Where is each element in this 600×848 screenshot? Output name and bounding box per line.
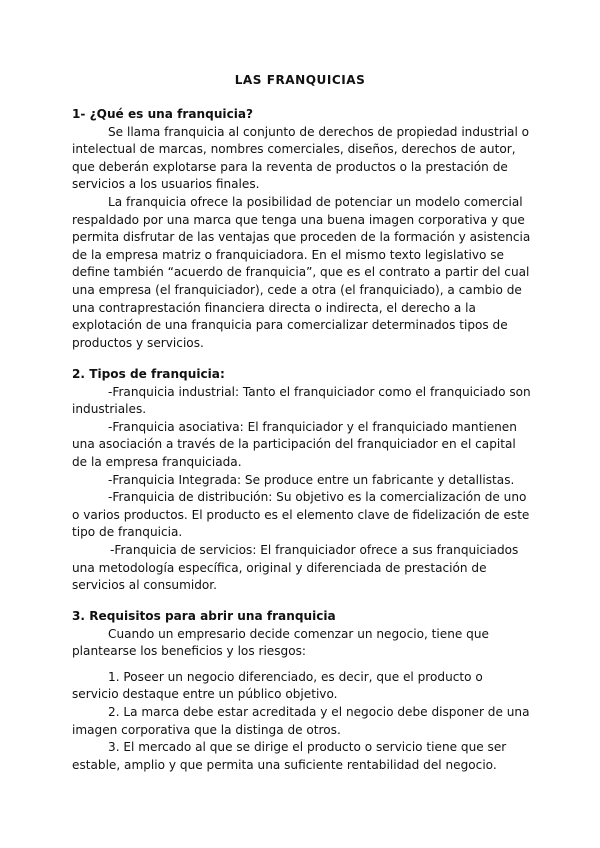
section-heading: 2. Tipos de franquicia: — [72, 367, 225, 381]
section-heading: 1- ¿Qué es una franquicia? — [72, 107, 254, 121]
paragraph: La franquicia ofrece la posibilidad de potenciar un modelo comercial respaldado por una marca que tenga una buena imagen corporativa y que permita disfrutar de las ventajas que proceden de la formación y asistencia de la empresa matriz o franquiciadora. En el mismo texto legislativo se define también “acuerdo de franquicia”, que es el contrato a partir del cual una empresa (el franquiciador), cede a otra (el franquiciado), a cambio de una contraprestación financiera directa o indirecta, el derecho a la explotación de una franquicia para comercializar determinados tipos de productos y servicios. — [72, 194, 531, 350]
list-item: 2. La marca debe estar acreditada y el negocio debe disponer de una imagen corporativa que la distinga de otros. — [72, 704, 530, 737]
list-item: -Franquicia Integrada: Se produce entre un fabricante y detallistas. — [108, 472, 515, 487]
list-item: -Franquicia de distribución: Su objetivo es la comercialización de uno o varios productos. El producto es el elemento clave de fidelización de este tipo de franquicia. — [72, 490, 530, 540]
section-intro: Cuando un empresario decide comenzar un negocio, tiene que plantearse los beneficios y los riesgos: — [72, 626, 489, 659]
list-item: -Franquicia industrial: Tanto el franquiciador como el franquiciado son industriales. — [72, 384, 531, 417]
list-item: 3. El mercado al que se dirige el producto o servicio tiene que ser estable, amplio y que permita una suficiente rentabilidad del negocio. — [72, 740, 507, 772]
list-item: -Franquicia asociativa: El franquiciador y el franquiciado mantienen una asociación a través de la participación del franquiciador en el capital de la empresa franquiciada. — [72, 419, 517, 469]
section-requisitos — [72, 608, 532, 774]
document-title: LAS FRANQUICIAS — [234, 73, 366, 87]
list-item: 1. Poseer un negocio diferenciado, es decir, que el producto o servicio destaque entre un público objetivo. — [72, 669, 483, 702]
spacer — [72, 661, 532, 669]
paragraph: Se llama franquicia al conjunto de derechos de propiedad industrial o intelectual de marcas, nombres comerciales, diseños, derechos de autor, que deberán explotarse para la reventa de productos o la prestación de servicios a los usuarios finales. — [72, 124, 530, 192]
section-que-es-franquicia — [72, 106, 532, 352]
section-tipos-franquicia — [72, 366, 532, 595]
section-heading: 3. Requisitos para abrir una franquicia — [72, 609, 336, 623]
list-item: -Franquicia de servicios: El franquiciador ofrece a sus franquiciados una metodología específica, original y diferenciada de prestación de servicios al consumidor. — [72, 542, 519, 593]
